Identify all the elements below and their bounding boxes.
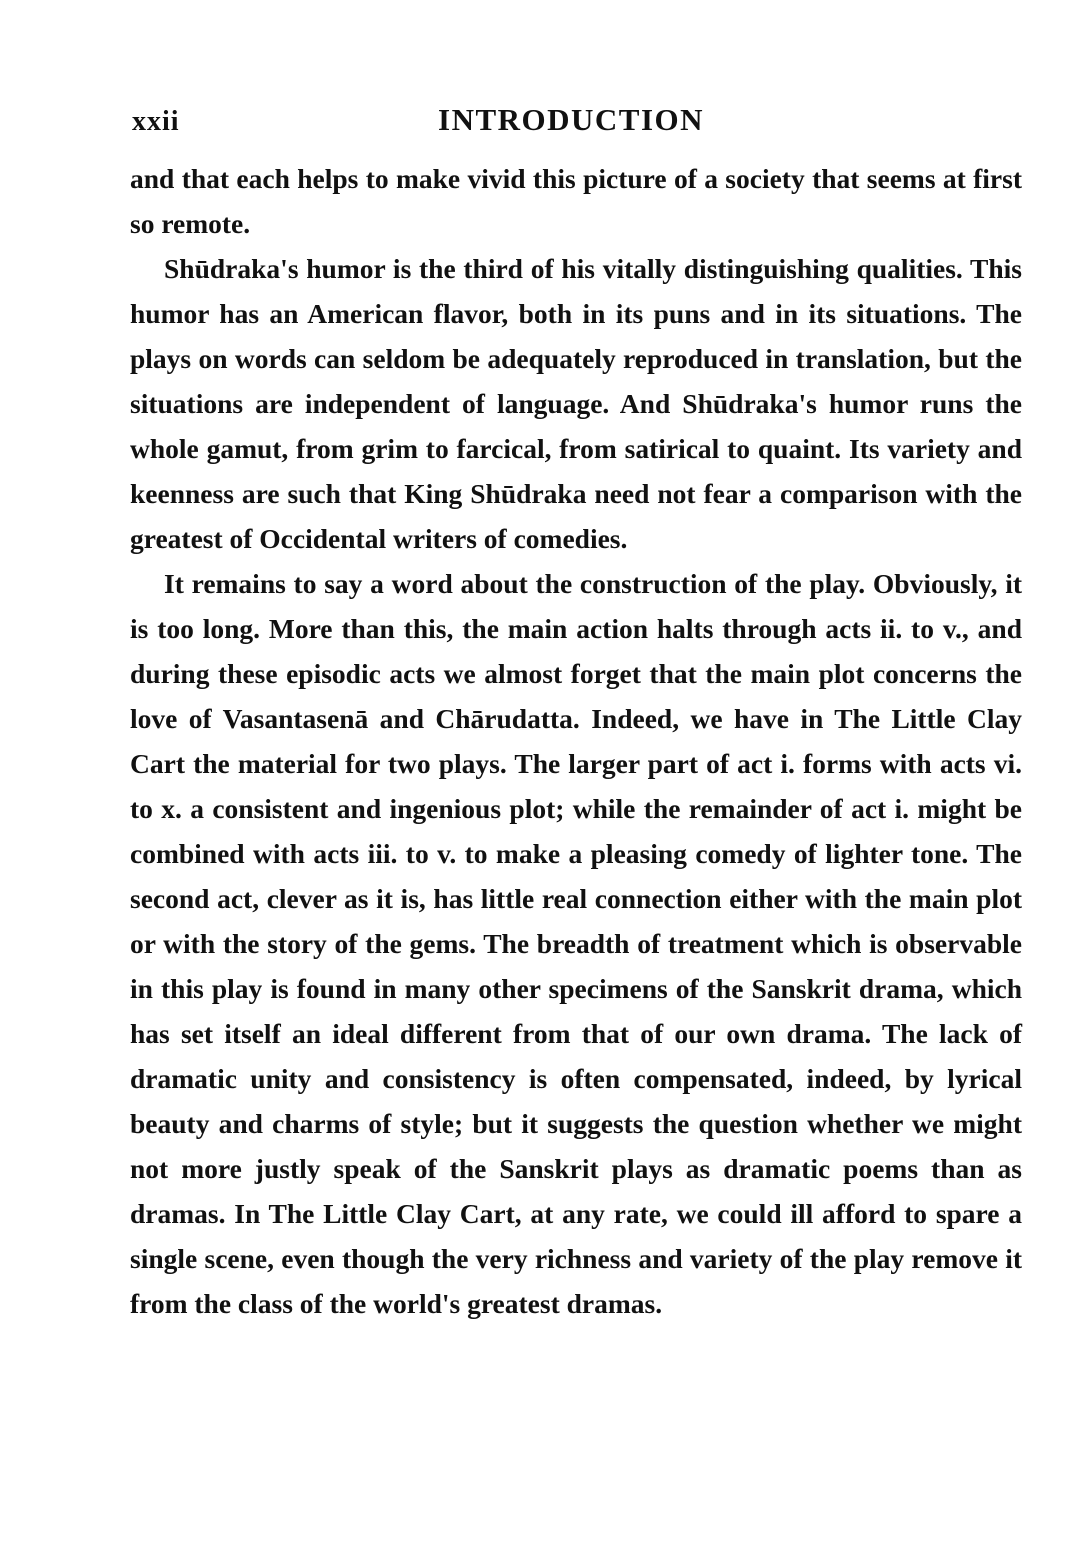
running-head: [130, 96, 1022, 156]
body-text: [130, 156, 1022, 1326]
paragraph-construction: It remains to say a word about the construction of the play. Obviously, it is too long. More than this, the main action halts through acts ii. to v., and during these episodic acts we almost forget that the main plot concerns the love of Vasantasenā and Chārudatta. Indeed, we have in The Little Clay Cart the material for two plays. The larger part of act i. forms with acts vi. to x. a consistent and ingenious plot; while the remainder of act i. might be combined with acts iii. to v. to make a pleasing comedy of lighter tone. The second act, clever as it is, has little real connection either with the main plot or with the story of the gems. The breadth of treatment which is observable in this play is found in many other specimens of the Sanskrit drama, which has set itself an ideal different from that of our own drama. The lack of dramatic unity and consistency is often compensated, indeed, by lyrical beauty and charms of style; but it suggests the question whether we might not more justly speak of the Sanskrit plays as dramatic poems than as dramas. In The Little Clay Cart, at any rate, we could ill afford to spare a single scene, even though the very richness and variety of the play remove it from the class of the world's greatest dramas.: [130, 568, 1022, 1319]
paragraph-humor: Shūdraka's humor is the third of his vitally distinguishing qualities. This humor has an American flavor, both in its puns and in its situations. The plays on words can seldom be adequately reproduced in translation, but the situations are independent of language. And Shūdraka's humor runs the whole gamut, from grim to farcical, from satirical to quaint. Its variety and keenness are such that King Shūdraka need not fear a comparison with the greatest of Occidental writers of comedies.: [130, 253, 1022, 554]
running-title: INTRODUCTION: [438, 102, 705, 137]
paragraph-continued: and that each helps to make vivid this picture of a society that seems at first so remote.: [130, 163, 1022, 239]
page-number: xxii: [132, 106, 180, 137]
book-page: [130, 96, 1022, 1326]
